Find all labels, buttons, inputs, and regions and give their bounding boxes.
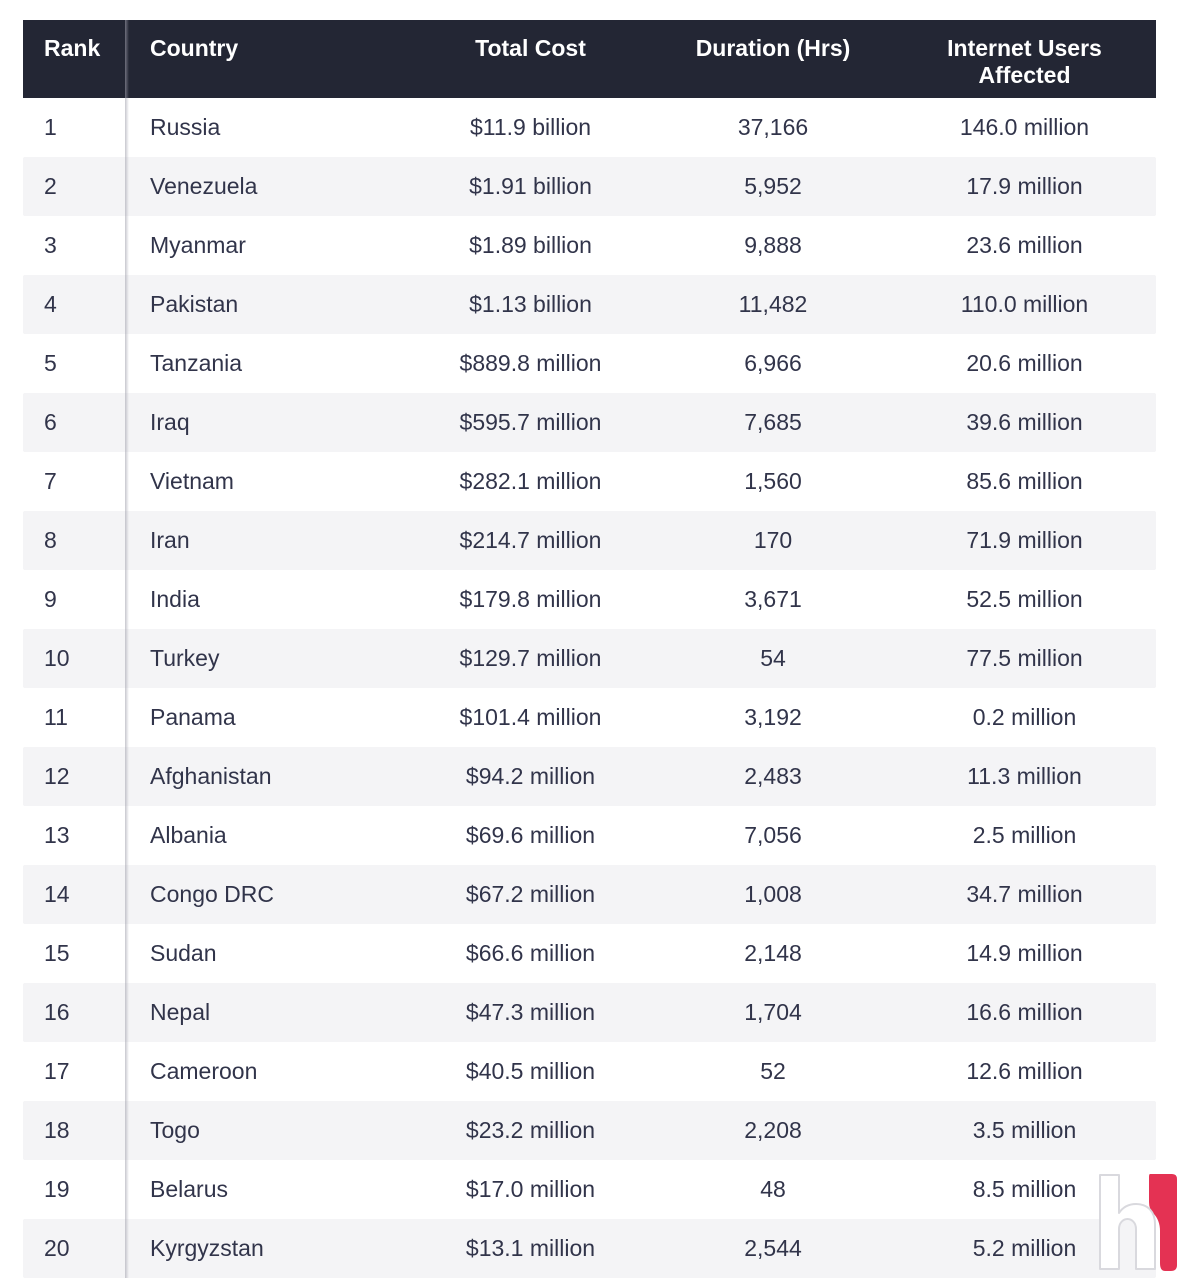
table-row xyxy=(23,98,1156,157)
cell-internet-users-affected: 3.5 million xyxy=(972,1117,1077,1143)
table-row xyxy=(23,924,1156,983)
cell-total-cost: $94.2 million xyxy=(465,763,596,789)
table-row xyxy=(23,1101,1156,1160)
cell-country: Turkey xyxy=(150,645,220,671)
cell-duration: 2,544 xyxy=(744,1235,802,1261)
cell-internet-users-affected: 0.2 million xyxy=(972,704,1077,730)
cell-rank: 11 xyxy=(44,704,68,730)
table-row xyxy=(23,511,1156,570)
cell-country: Sudan xyxy=(150,940,217,966)
cell-duration: 2,148 xyxy=(744,940,802,966)
cell-total-cost: $69.6 million xyxy=(465,822,596,848)
table-row xyxy=(23,275,1156,334)
cell-internet-users-affected: 11.3 million xyxy=(967,763,1082,789)
cell-total-cost: $101.4 million xyxy=(459,704,602,730)
cell-duration: 3,671 xyxy=(744,586,802,612)
cell-country: Iraq xyxy=(150,409,190,435)
cell-internet-users-affected: 77.5 million xyxy=(966,645,1083,671)
cell-duration: 170 xyxy=(753,527,793,553)
cell-internet-users-affected: 12.6 million xyxy=(966,1058,1083,1084)
header-rank: Rank xyxy=(44,35,101,61)
cell-total-cost: $13.1 million xyxy=(465,1235,596,1261)
cell-rank: 17 xyxy=(44,1058,70,1084)
cell-rank: 18 xyxy=(44,1117,70,1143)
cell-duration: 7,056 xyxy=(744,822,802,848)
cell-total-cost: $1.91 billion xyxy=(469,173,592,199)
cell-country: Iran xyxy=(150,527,190,553)
table-body xyxy=(23,98,1156,1278)
table-row xyxy=(23,216,1156,275)
cell-rank: 13 xyxy=(44,822,70,848)
cell-duration: 2,483 xyxy=(744,763,802,789)
cell-rank: 9 xyxy=(44,586,57,612)
shutdown-cost-table xyxy=(23,20,1156,1278)
cell-country: Albania xyxy=(150,822,227,848)
cell-country: Nepal xyxy=(150,999,211,1025)
cell-rank: 2 xyxy=(44,173,57,199)
header-duration: Duration (Hrs) xyxy=(695,35,851,61)
cell-internet-users-affected: 52.5 million xyxy=(966,586,1083,612)
cell-total-cost: $47.3 million xyxy=(465,999,596,1025)
table-row xyxy=(23,747,1156,806)
cell-total-cost: $282.1 million xyxy=(459,468,602,494)
cell-internet-users-affected: 14.9 million xyxy=(966,940,1083,966)
cell-duration: 5,952 xyxy=(744,173,802,199)
cell-rank: 4 xyxy=(44,291,57,317)
table-row xyxy=(23,983,1156,1042)
cell-total-cost: $1.13 billion xyxy=(469,291,592,317)
cell-country: Tanzania xyxy=(150,350,243,376)
cell-country: Venezuela xyxy=(150,173,258,199)
cell-duration: 6,966 xyxy=(744,350,802,376)
table-header-row xyxy=(23,20,1156,98)
header-total-cost: Total Cost xyxy=(475,35,586,61)
cell-rank: 1 xyxy=(44,114,57,140)
cell-total-cost: $179.8 million xyxy=(459,586,602,612)
cell-country: Togo xyxy=(150,1117,200,1143)
cell-internet-users-affected: 23.6 million xyxy=(966,232,1083,258)
h-brand-logo-icon xyxy=(1094,1171,1180,1274)
cell-internet-users-affected: 110.0 million xyxy=(960,291,1089,317)
cell-country: Congo DRC xyxy=(150,881,274,907)
cell-duration: 1,008 xyxy=(744,881,802,907)
table-row xyxy=(23,570,1156,629)
cell-country: Afghanistan xyxy=(150,763,272,789)
cell-total-cost: $11.9 billion xyxy=(469,114,592,140)
cell-duration: 9,888 xyxy=(744,232,802,258)
table-row xyxy=(23,629,1156,688)
cell-internet-users-affected: 85.6 million xyxy=(966,468,1083,494)
cell-duration: 54 xyxy=(760,645,786,671)
cell-duration: 1,560 xyxy=(744,468,802,494)
cell-internet-users-affected: 34.7 million xyxy=(966,881,1083,907)
cell-rank: 16 xyxy=(44,999,70,1025)
table-row xyxy=(23,806,1156,865)
cell-country: Vietnam xyxy=(150,468,234,494)
cell-internet-users-affected: 20.6 million xyxy=(966,350,1083,376)
table-row xyxy=(23,157,1156,216)
cell-rank: 19 xyxy=(44,1176,70,1202)
table-row xyxy=(23,452,1156,511)
cell-total-cost: $66.6 million xyxy=(465,940,596,966)
cell-country: Pakistan xyxy=(150,291,239,317)
table-row xyxy=(23,688,1156,747)
cell-country: Kyrgyzstan xyxy=(150,1235,264,1261)
cell-rank: 5 xyxy=(44,350,57,376)
cell-rank: 20 xyxy=(44,1235,70,1261)
cell-duration: 2,208 xyxy=(744,1117,802,1143)
cell-duration: 11,482 xyxy=(738,291,808,317)
cell-rank: 15 xyxy=(44,940,70,966)
cell-country: Russia xyxy=(150,114,221,140)
cell-internet-users-affected: 71.9 million xyxy=(966,527,1083,553)
table-row xyxy=(23,393,1156,452)
cell-total-cost: $23.2 million xyxy=(465,1117,596,1143)
cell-rank: 14 xyxy=(44,881,70,907)
cell-total-cost: $889.8 million xyxy=(459,350,602,376)
cell-internet-users-affected: 2.5 million xyxy=(972,822,1077,848)
cell-country: Cameroon xyxy=(150,1058,258,1084)
table-row xyxy=(23,334,1156,393)
cell-internet-users-affected: 5.2 million xyxy=(972,1235,1077,1261)
cell-total-cost: $1.89 billion xyxy=(469,232,592,258)
cell-duration: 48 xyxy=(760,1176,786,1202)
cell-rank: 12 xyxy=(44,763,70,789)
cell-duration: 3,192 xyxy=(744,704,802,730)
table-row xyxy=(23,1042,1156,1101)
cell-internet-users-affected: 8.5 million xyxy=(972,1176,1077,1202)
cell-internet-users-affected: 16.6 million xyxy=(966,999,1083,1025)
cell-total-cost: $129.7 million xyxy=(459,645,602,671)
cell-total-cost: $17.0 million xyxy=(465,1176,596,1202)
cell-total-cost: $595.7 million xyxy=(459,409,602,435)
cell-total-cost: $40.5 million xyxy=(465,1058,596,1084)
cell-rank: 10 xyxy=(44,645,70,671)
table-row xyxy=(23,1219,1156,1278)
cell-total-cost: $214.7 million xyxy=(459,527,602,553)
cell-duration: 1,704 xyxy=(744,999,802,1025)
header-country: Country xyxy=(150,35,239,61)
cell-duration: 52 xyxy=(760,1058,786,1084)
cell-duration: 37,166 xyxy=(737,114,809,140)
cell-rank: 3 xyxy=(44,232,57,258)
header-internet-users-affected: Internet Users Affected xyxy=(947,35,1102,88)
cell-rank: 6 xyxy=(44,409,57,435)
cell-total-cost: $67.2 million xyxy=(465,881,596,907)
cell-rank: 7 xyxy=(44,468,57,494)
cell-internet-users-affected: 39.6 million xyxy=(966,409,1083,435)
cell-duration: 7,685 xyxy=(744,409,802,435)
cell-internet-users-affected: 17.9 million xyxy=(966,173,1083,199)
cell-internet-users-affected: 146.0 million xyxy=(959,114,1090,140)
cell-country: Panama xyxy=(150,704,236,730)
table-row xyxy=(23,1160,1156,1219)
cell-country: Myanmar xyxy=(150,232,246,258)
cell-country: India xyxy=(150,586,200,612)
cell-country: Belarus xyxy=(150,1176,228,1202)
cell-rank: 8 xyxy=(44,527,57,553)
table-row xyxy=(23,865,1156,924)
